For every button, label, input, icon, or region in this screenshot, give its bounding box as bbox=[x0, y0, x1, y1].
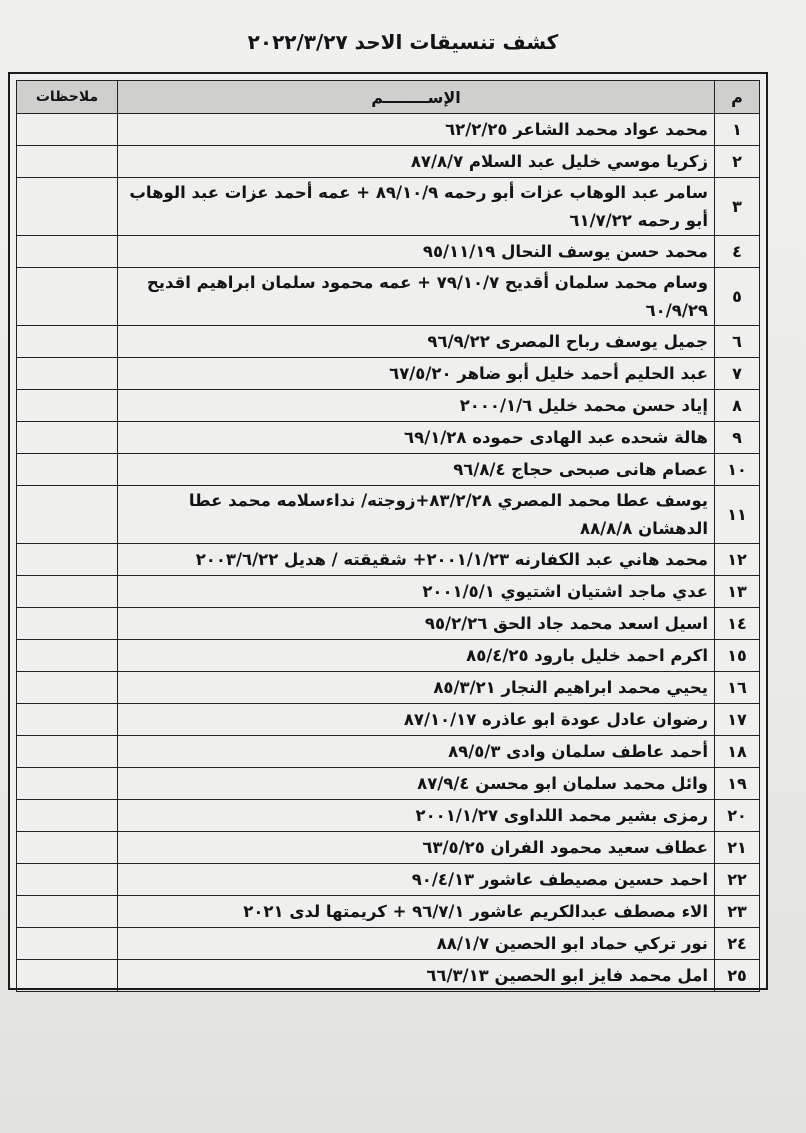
row-notes bbox=[17, 326, 118, 358]
row-number: ١١ bbox=[715, 486, 760, 544]
table-row bbox=[17, 146, 760, 178]
roster-table bbox=[16, 80, 760, 992]
table-row bbox=[17, 736, 760, 768]
roster-sheet bbox=[8, 72, 768, 990]
table-row bbox=[17, 178, 760, 236]
row-notes bbox=[17, 704, 118, 736]
table-row bbox=[17, 268, 760, 326]
table-row bbox=[17, 544, 760, 576]
row-number: ٣ bbox=[715, 178, 760, 236]
table-row bbox=[17, 608, 760, 640]
row-name: جميل يوسف رباح المصرى ٩٦/٩/٢٢ bbox=[118, 326, 715, 358]
row-number: ١٠ bbox=[715, 454, 760, 486]
row-name: يحيي محمد ابراهيم النجار ٨٥/٣/٢١ bbox=[118, 672, 715, 704]
row-name: محمد عواد محمد الشاعر ٦٢/٢/٢٥ bbox=[118, 114, 715, 146]
row-number: ١٦ bbox=[715, 672, 760, 704]
table-row bbox=[17, 672, 760, 704]
row-notes bbox=[17, 768, 118, 800]
row-notes bbox=[17, 146, 118, 178]
row-name: محمد حسن يوسف النحال ٩٥/١١/١٩ bbox=[118, 236, 715, 268]
row-notes bbox=[17, 928, 118, 960]
row-notes bbox=[17, 544, 118, 576]
row-name: الاء مصطف عبدالكريم عاشور ٩٦/٧/١ + كريمتها لدى ٢٠٢١ bbox=[118, 896, 715, 928]
table-row bbox=[17, 768, 760, 800]
table-row bbox=[17, 486, 760, 544]
row-number: ٩ bbox=[715, 422, 760, 454]
table-row bbox=[17, 640, 760, 672]
row-notes bbox=[17, 576, 118, 608]
row-number: ٦ bbox=[715, 326, 760, 358]
row-name: رمزى بشير محمد اللداوى ٢٠٠١/١/٢٧ bbox=[118, 800, 715, 832]
row-number: ١٣ bbox=[715, 576, 760, 608]
row-name: اكرم احمد خليل بارود ٨٥/٤/٢٥ bbox=[118, 640, 715, 672]
row-name: عبد الحليم أحمد خليل أبو ضاهر ٦٧/٥/٢٠ bbox=[118, 358, 715, 390]
row-notes bbox=[17, 422, 118, 454]
row-number: ١٧ bbox=[715, 704, 760, 736]
table-row bbox=[17, 576, 760, 608]
row-name: اسيل اسعد محمد جاد الحق ٩٥/٢/٢٦ bbox=[118, 608, 715, 640]
row-name: نور تركي حماد ابو الحصين ٨٨/١/٧ bbox=[118, 928, 715, 960]
row-name: هالة شحده عبد الهادى حموده ٦٩/١/٢٨ bbox=[118, 422, 715, 454]
roster-body bbox=[17, 114, 760, 992]
row-name: وسام محمد سلمان أقديح ٧٩/١٠/٧ + عمه محمود سلمان ابراهيم اقديح ٦٠/٩/٢٩ bbox=[118, 268, 715, 326]
row-number: ٥ bbox=[715, 268, 760, 326]
row-name: أحمد عاطف سلمان وادى ٨٩/٥/٣ bbox=[118, 736, 715, 768]
row-notes bbox=[17, 390, 118, 422]
row-notes bbox=[17, 236, 118, 268]
row-number: ٢٢ bbox=[715, 864, 760, 896]
column-header-notes: ملاحظات bbox=[17, 81, 118, 114]
table-row bbox=[17, 390, 760, 422]
row-number: ١٨ bbox=[715, 736, 760, 768]
table-row bbox=[17, 358, 760, 390]
row-name: عدي ماجد اشتيان اشتيوي ٢٠٠١/٥/١ bbox=[118, 576, 715, 608]
row-notes bbox=[17, 736, 118, 768]
row-number: ٢١ bbox=[715, 832, 760, 864]
row-name: وائل محمد سلمان ابو محسن ٨٧/٩/٤ bbox=[118, 768, 715, 800]
table-row bbox=[17, 896, 760, 928]
row-number: ١٥ bbox=[715, 640, 760, 672]
row-number: ٢٥ bbox=[715, 960, 760, 992]
row-number: ٢٠ bbox=[715, 800, 760, 832]
table-row bbox=[17, 960, 760, 992]
column-header-number: م bbox=[715, 81, 760, 114]
row-notes bbox=[17, 640, 118, 672]
row-name: محمد هاني عبد الكفارنه ٢٠٠١/١/٢٣+ شقيقته / هديل ٢٠٠٣/٦/٢٢ bbox=[118, 544, 715, 576]
column-header-name: الإســــــــم bbox=[118, 81, 715, 114]
row-notes bbox=[17, 486, 118, 544]
row-name: عطاف سعيد محمود الفران ٦٣/٥/٢٥ bbox=[118, 832, 715, 864]
row-number: ١٩ bbox=[715, 768, 760, 800]
row-name: يوسف عطا محمد المصري ٨٣/٢/٢٨+زوجته/ نداءسلامه محمد عطا الدهشان ٨٨/٨/٨ bbox=[118, 486, 715, 544]
document-title: كشف تنسيقات الاحد ٢٠٢٢/٣/٢٧ bbox=[247, 30, 559, 54]
row-name: رضوان عادل عودة ابو عاذره ٨٧/١٠/١٧ bbox=[118, 704, 715, 736]
row-notes bbox=[17, 608, 118, 640]
row-notes bbox=[17, 178, 118, 236]
row-name: احمد حسين مصيطف عاشور ٩٠/٤/١٣ bbox=[118, 864, 715, 896]
row-number: ٨ bbox=[715, 390, 760, 422]
row-name: عصام هانى صبحى حجاج ٩٦/٨/٤ bbox=[118, 454, 715, 486]
table-row bbox=[17, 832, 760, 864]
row-number: ٢٣ bbox=[715, 896, 760, 928]
table-row bbox=[17, 326, 760, 358]
table-row bbox=[17, 800, 760, 832]
table-row bbox=[17, 236, 760, 268]
table-row bbox=[17, 864, 760, 896]
row-notes bbox=[17, 960, 118, 992]
row-notes bbox=[17, 672, 118, 704]
row-name: إياد حسن محمد خليل ٢٠٠٠/١/٦ bbox=[118, 390, 715, 422]
table-row bbox=[17, 704, 760, 736]
table-header-row bbox=[17, 81, 760, 114]
table-row bbox=[17, 454, 760, 486]
row-notes bbox=[17, 864, 118, 896]
table-row bbox=[17, 114, 760, 146]
row-name: سامر عبد الوهاب عزات أبو رحمه ٨٩/١٠/٩ + عمه أحمد عزات عبد الوهاب أبو رحمه ٦١/٧/٢٢ bbox=[118, 178, 715, 236]
row-notes bbox=[17, 268, 118, 326]
table-row bbox=[17, 422, 760, 454]
row-name: زكريا موسي خليل عبد السلام ٨٧/٨/٧ bbox=[118, 146, 715, 178]
table-row bbox=[17, 928, 760, 960]
row-notes bbox=[17, 832, 118, 864]
row-number: ١٤ bbox=[715, 608, 760, 640]
row-number: ٧ bbox=[715, 358, 760, 390]
row-notes bbox=[17, 114, 118, 146]
row-name: امل محمد فايز ابو الحصين ٦٦/٣/١٣ bbox=[118, 960, 715, 992]
row-notes bbox=[17, 896, 118, 928]
row-notes bbox=[17, 800, 118, 832]
row-number: ٤ bbox=[715, 236, 760, 268]
row-notes bbox=[17, 454, 118, 486]
row-number: ١ bbox=[715, 114, 760, 146]
row-notes bbox=[17, 358, 118, 390]
row-number: ١٢ bbox=[715, 544, 760, 576]
row-number: ٢٤ bbox=[715, 928, 760, 960]
row-number: ٢ bbox=[715, 146, 760, 178]
